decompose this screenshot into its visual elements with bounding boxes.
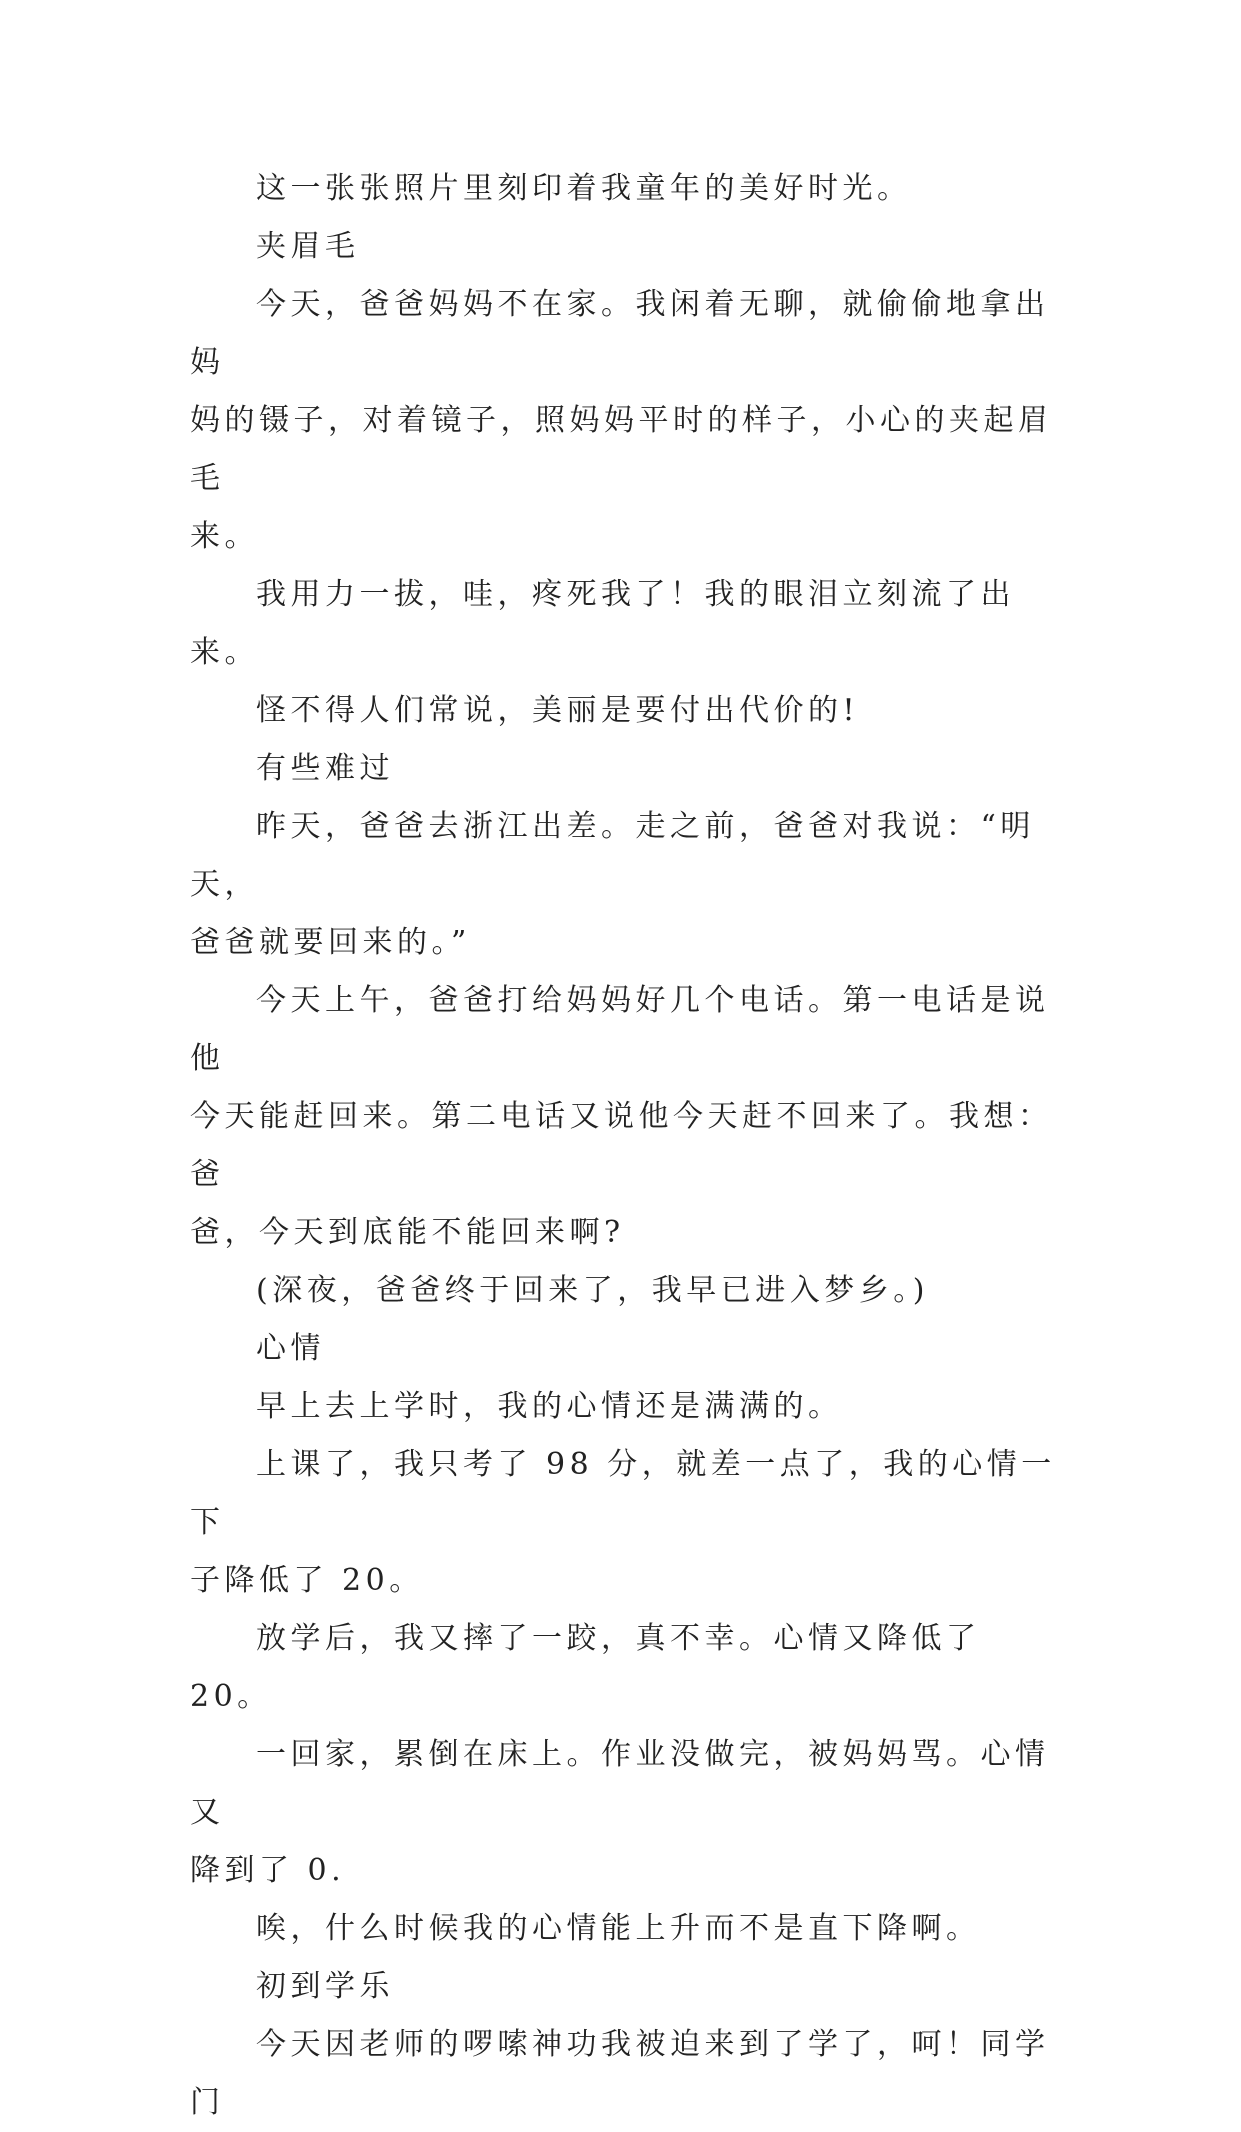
paragraph: 怪不得人们常说，美丽是要付出代价的!	[256, 693, 860, 728]
paragraph: 昨天，爸爸去浙江出差。走之前，爸爸对我说：“明天， 爸爸就要回来的。”	[190, 809, 1035, 960]
section-heading: 有些难过	[256, 751, 394, 786]
paragraph: 放学后，我又摔了一跤，真不幸。心情又降低了 20。	[190, 1621, 981, 1714]
paragraph: (深夜，爸爸终于回来了，我早已进入梦乡。)	[256, 1273, 929, 1308]
paragraph: 我用力一拔，哇，疼死我了！我的眼泪立刻流了出来。	[190, 577, 1015, 670]
paragraph: 上课了，我只考了 98 分，就差一点了，我的心情一下 子降低了 20。	[190, 1447, 1056, 1598]
section-heading: 初到学乐	[256, 1969, 394, 2004]
section-heading: 夹眉毛	[256, 229, 360, 264]
paragraph: 早上去上学时，我的心情还是满满的。	[256, 1389, 843, 1424]
paragraph: 唉，什么时候我的心情能上升而不是直下降啊。	[256, 1911, 981, 1946]
paragraph: 今天上午，爸爸打给妈妈好几个电话。第一电话是说他 今天能赶回来。第二电话又说他今天赶不回来了。我想：爸 爸，今天到底能不能回来啊?	[190, 983, 1053, 1250]
paragraph: 今天因老师的啰嗦神功我被迫来到了学了，呵！同学门	[190, 2027, 1050, 2120]
paragraph: 一回家，累倒在床上。作业没做完，被妈妈骂。心情又 降到了 0.	[190, 1737, 1050, 1888]
section-heading: 心情	[256, 1331, 325, 1366]
paragraph: 这一张张照片里刻印着我童年的美好时光。	[256, 171, 912, 206]
document-body	[190, 160, 1070, 2132]
paragraph: 今天，爸爸妈妈不在家。我闲着无聊，就偷偷地拿出妈 妈的镊子，对着镜子，照妈妈平时的样子，小心的夹起眉毛 来。	[190, 287, 1053, 554]
